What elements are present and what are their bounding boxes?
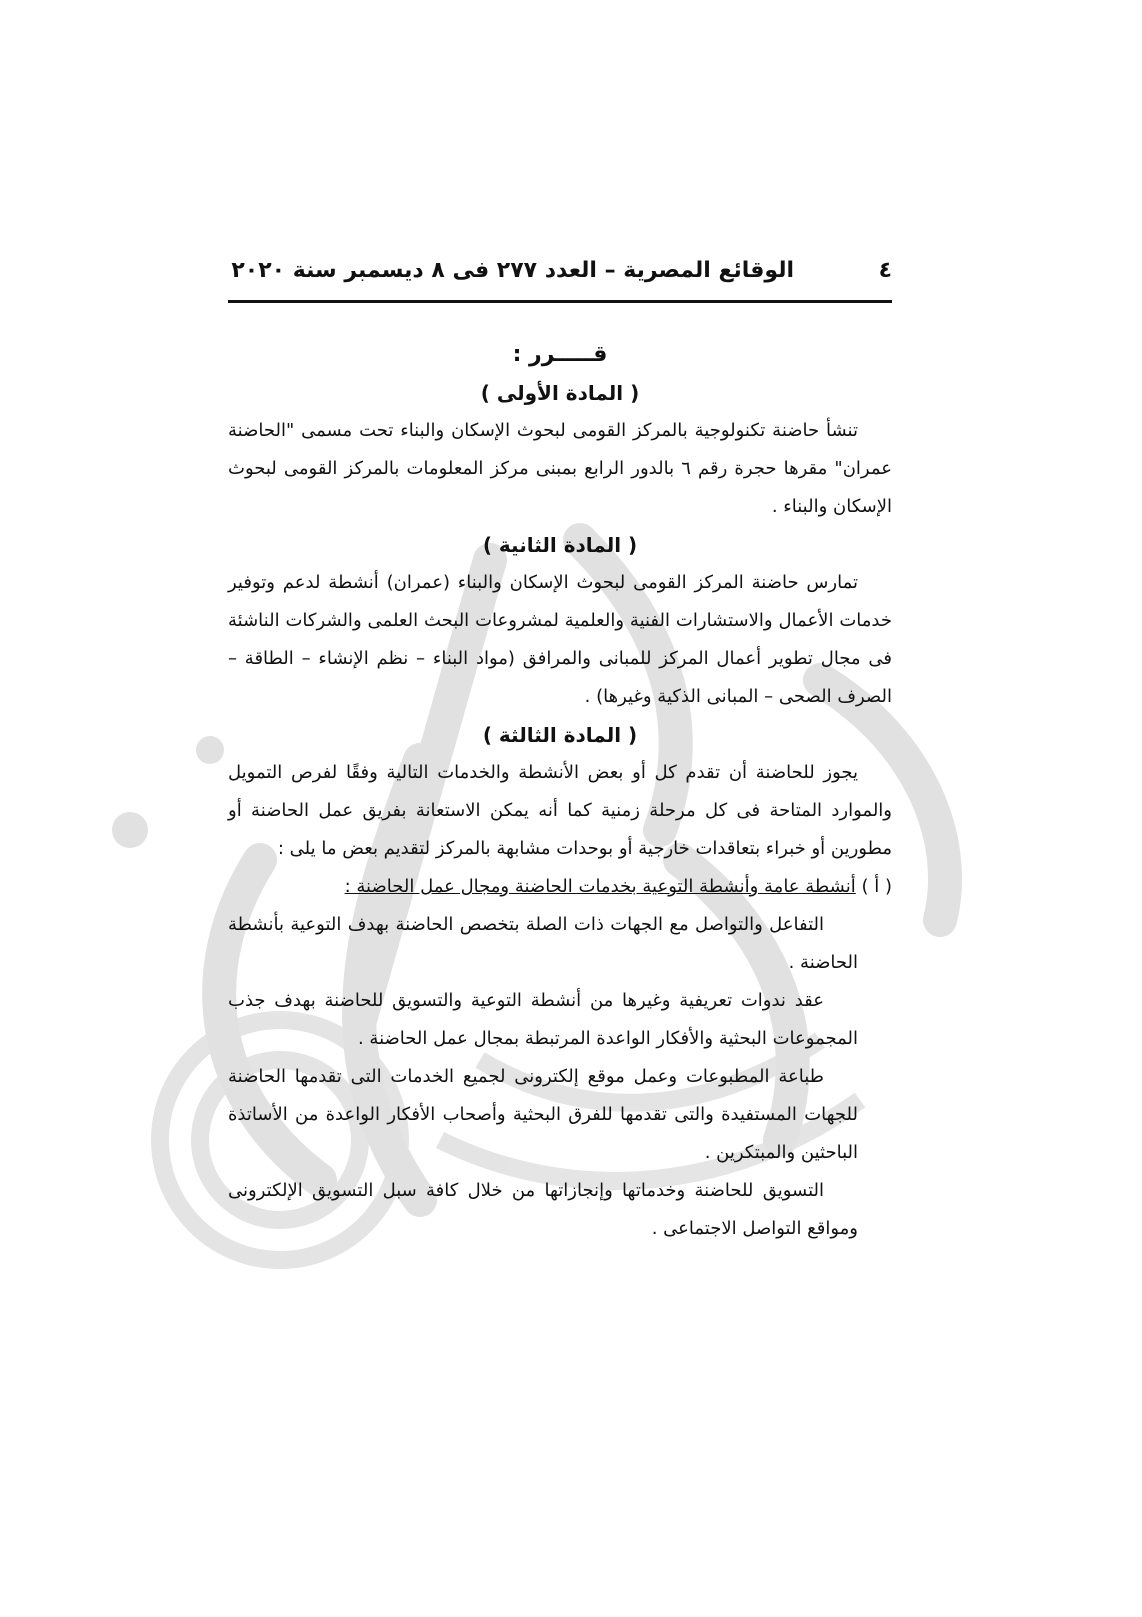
gazette-title: الوقائع المصرية – العدد ٢٧٧ فى ٨ ديسمبر سنة ٢٠٢٠: [231, 258, 794, 283]
article-2-heading: ( المادة الثانية ): [482, 533, 638, 557]
article-2-text: تمارس حاضنة المركز القومى لبحوث الإسكان والبناء (عمران) أنشطة لدعم وتوفير خدمات الأعمال والاستشارات الفنية والعلمية لمشروعات البحث العلمى والشركات الناشئة فى مجال تطوير أعمال المركز للمبانى والمرافق (مواد البناء – نظم الإنشاء – الطاقة – الصرف الصحى – المبانى الذكية وغيرها) .: [228, 572, 892, 707]
subsection-a-heading: [228, 868, 892, 906]
page-number: ٤: [878, 258, 892, 283]
article-1-heading: ( المادة الأولى ): [480, 381, 640, 405]
page-header: [228, 258, 892, 303]
subsection-a-item-4: التسويق للحاضنة وخدماتها وإنجازاتها من خلال كافة سبل التسويق الإلكترونى ومواقع التواصل الاجتماعى .: [228, 1180, 858, 1239]
subsection-a-item-1: التفاعل والتواصل مع الجهات ذات الصلة بتخصص الحاضنة بهدف التوعية بأنشطة الحاضنة .: [228, 914, 858, 973]
subsection-a-label: ( أ ): [861, 876, 892, 897]
article-3-heading: ( المادة الثالثة ): [482, 723, 638, 747]
subsection-a-title: أنشطة عامة وأنشطة التوعية بخدمات الحاضنة ومجال عمل الحاضنة :: [344, 876, 856, 897]
subsection-a-item-2: عقد ندوات تعريفية وغيرها من أنشطة التوعية والتسويق للحاضنة بهدف جذب المجموعات البحثية والأفكار الواعدة المرتبطة بمجال عمل الحاضنة .: [228, 990, 858, 1049]
article-1-text: تنشأ حاضنة تكنولوجية بالمركز القومى لبحوث الإسكان والبناء تحت مسمى "الحاضنة عمران" مقرها حجرة رقم ٦ بالدور الرابع بمبنى مركز المعلومات بالمركز القومى لبحوث الإسكان والبناء .: [228, 420, 892, 517]
decree-heading: قـــــرر :: [512, 342, 608, 367]
article-3-text: يجوز للحاضنة أن تقدم كل أو بعض الأنشطة والخدمات التالية وفقًا لفرص التمويل والموارد المتاحة فى كل مرحلة زمنية كما أنه يمكن الاستعانة بفريق عمل الحاضنة أو مطورين أو خبراء بتعاقدات خارجية أو بوحدات مشابهة بالمركز لتقديم بعض ما يلى :: [228, 762, 892, 859]
subsection-a-item-3: طباعة المطبوعات وعمل موقع إلكترونى لجميع الخدمات التى تقدمها الحاضنة للجهات المستفيدة والتى تقدمها للفرق البحثية وأصحاب الأفكار الواعدة من الأساتذة الباحثين والمبتكرين .: [228, 1066, 858, 1163]
document-body: [228, 336, 892, 1248]
